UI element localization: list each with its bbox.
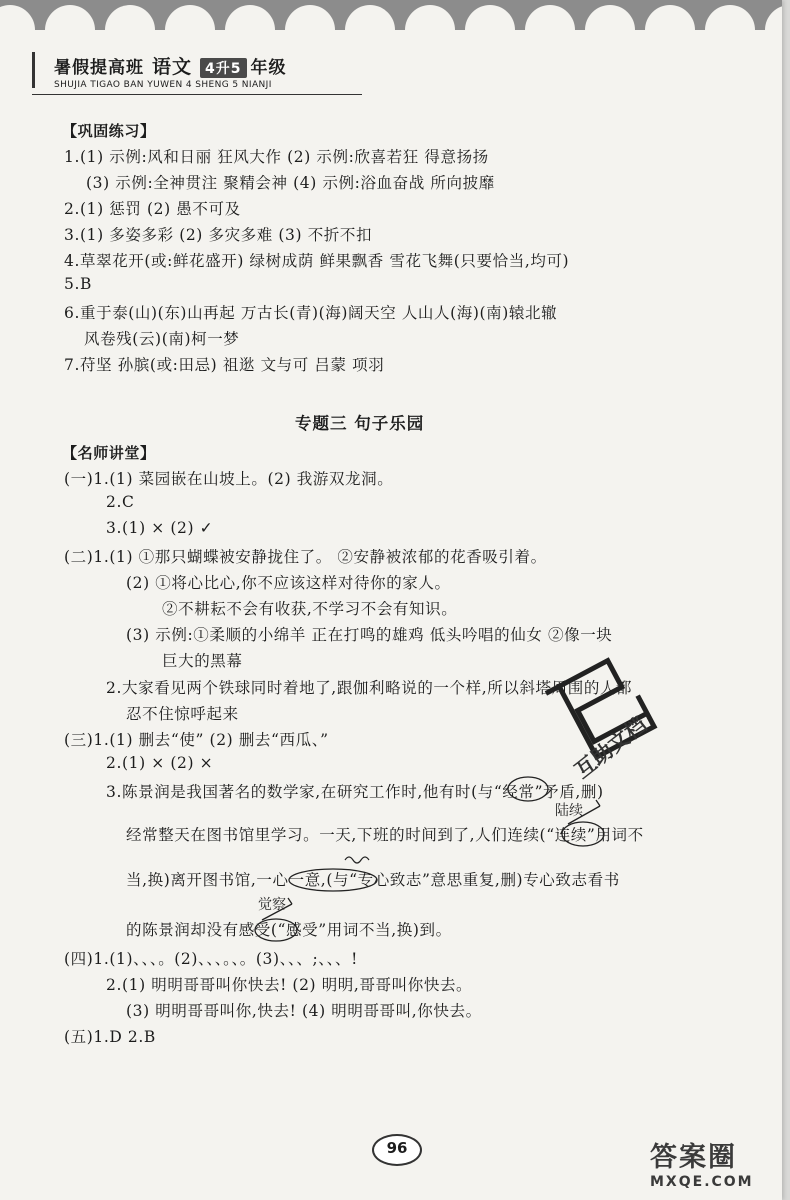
corner-watermark: [650, 1135, 780, 1199]
grade-badge: 4升5: [200, 58, 246, 78]
topic-title: 专题三 句子乐园: [295, 414, 425, 433]
header-book-title: 暑假提高班: [54, 58, 144, 78]
header-title: [54, 52, 287, 79]
answer-line: (二)1.(1) ①那只蝴蝶被安静拢住了。 ②安静被浓郁的花香吸引着。: [64, 548, 547, 566]
answer-line: (2) ①将心比心,你不应该这样对待你的家人。: [126, 574, 451, 592]
answer-line: 的陈景润却没有感受(“感受”用词不当,换)到。: [126, 921, 452, 939]
scalloped-top-border: [0, 0, 782, 30]
header-subtitle: SHUJIA TIGAO BAN YUWEN 4 SHENG 5 NIANJI: [54, 80, 272, 90]
answer-line: 当,换)离开图书馆,一心一意,(与“专心致志”意思重复,删)专心致志看书: [126, 871, 620, 889]
answer-line: 3.(1) × (2) ✓: [106, 519, 214, 537]
answer-line: 2.C: [106, 493, 135, 511]
header-underline: [32, 94, 362, 95]
header-bar: [32, 52, 35, 88]
page-number-badge: [368, 1128, 424, 1166]
corner-url: MXQE.COM: [650, 1174, 754, 1190]
answer-line: 2.(1) 惩罚 (2) 愚不可及: [64, 200, 241, 218]
answer-line: (四)1.(1)、、、。(2)、、、。、。(3)、、、;、、、!: [64, 950, 358, 968]
answer-line: 6.重于泰(山)(东)山再起 万古长(青)(海)阔天空 人山人(海)(南)辕北辙: [64, 304, 558, 322]
answer-line: (3) 示例:①柔顺的小绵羊 正在打鸣的雄鸡 低头吟唱的仙女 ②像一块: [126, 626, 613, 644]
section-heading-lecture: 【名师讲堂】: [62, 444, 156, 462]
answer-line: (3) 示例:全神贯注 聚精会神 (4) 示例:浴血奋战 所向披靡: [86, 174, 495, 192]
answer-line: (一)1.(1) 菜园嵌在山坡上。(2) 我游双龙洞。: [64, 470, 394, 488]
answer-line: 风卷残(云)(南)柯一梦: [84, 330, 240, 348]
answer-line: 1.(1) 示例:风和日丽 狂风大作 (2) 示例:欣喜若狂 得意扬扬: [64, 148, 489, 166]
answer-line: 2.(1) 明明哥哥叫你快去! (2) 明明,哥哥叫你快去。: [106, 976, 473, 994]
answer-line: 经常整天在图书馆里学习。一天,下班的时间到了,人们连续(“连续”用词不: [126, 826, 644, 844]
answer-line: 巨大的黑幕: [162, 652, 243, 670]
answer-line: 7.苻坚 孙膑(或:田忌) 祖逖 文与可 吕蒙 项羽: [64, 356, 385, 374]
answer-line: 3.陈景润是我国著名的数学家,在研究工作时,他有时(与“经常”矛盾,删): [106, 783, 604, 801]
corner-logo: 答案圈: [650, 1142, 737, 1173]
stamp-watermark: [520, 640, 700, 784]
page-header: [32, 42, 752, 94]
header-grade-suffix: 年级: [250, 58, 287, 78]
answer-line: 4.草翠花开(或:鲜花盛开) 绿树成荫 鲜果飘香 雪花飞舞(只要恰当,均可): [64, 252, 570, 270]
answer-line: ②不耕耘不会有收获,不学习不会有知识。: [162, 600, 458, 618]
answer-line: 2.大家看见两个铁球同时着地了,跟伽利略说的一个样,所以斜塔周围的人都: [106, 679, 633, 697]
header-subject: 语文: [152, 56, 193, 78]
correction-juecha: 觉察: [258, 897, 286, 913]
correction-lianxu: 陆续: [555, 803, 583, 819]
answer-line: (三)1.(1) 删去“使” (2) 删去“西瓜、”: [64, 731, 329, 749]
stamp-text: 互助文档: [570, 712, 652, 784]
section-heading-practice: 【巩固练习】: [62, 122, 156, 140]
answer-line: (五)1.D 2.B: [64, 1028, 156, 1046]
answer-line: 5.B: [64, 275, 92, 293]
answer-line: 2.(1) × (2) ×: [106, 754, 214, 772]
answer-line: 忍不住惊呼起来: [126, 705, 239, 723]
answer-line: (3) 明明哥哥叫你,快去! (4) 明明哥哥叫,你快去。: [126, 1002, 482, 1020]
answer-line: 3.(1) 多姿多彩 (2) 多灾多难 (3) 不折不扣: [64, 226, 373, 244]
page-number: 96: [386, 1139, 408, 1157]
